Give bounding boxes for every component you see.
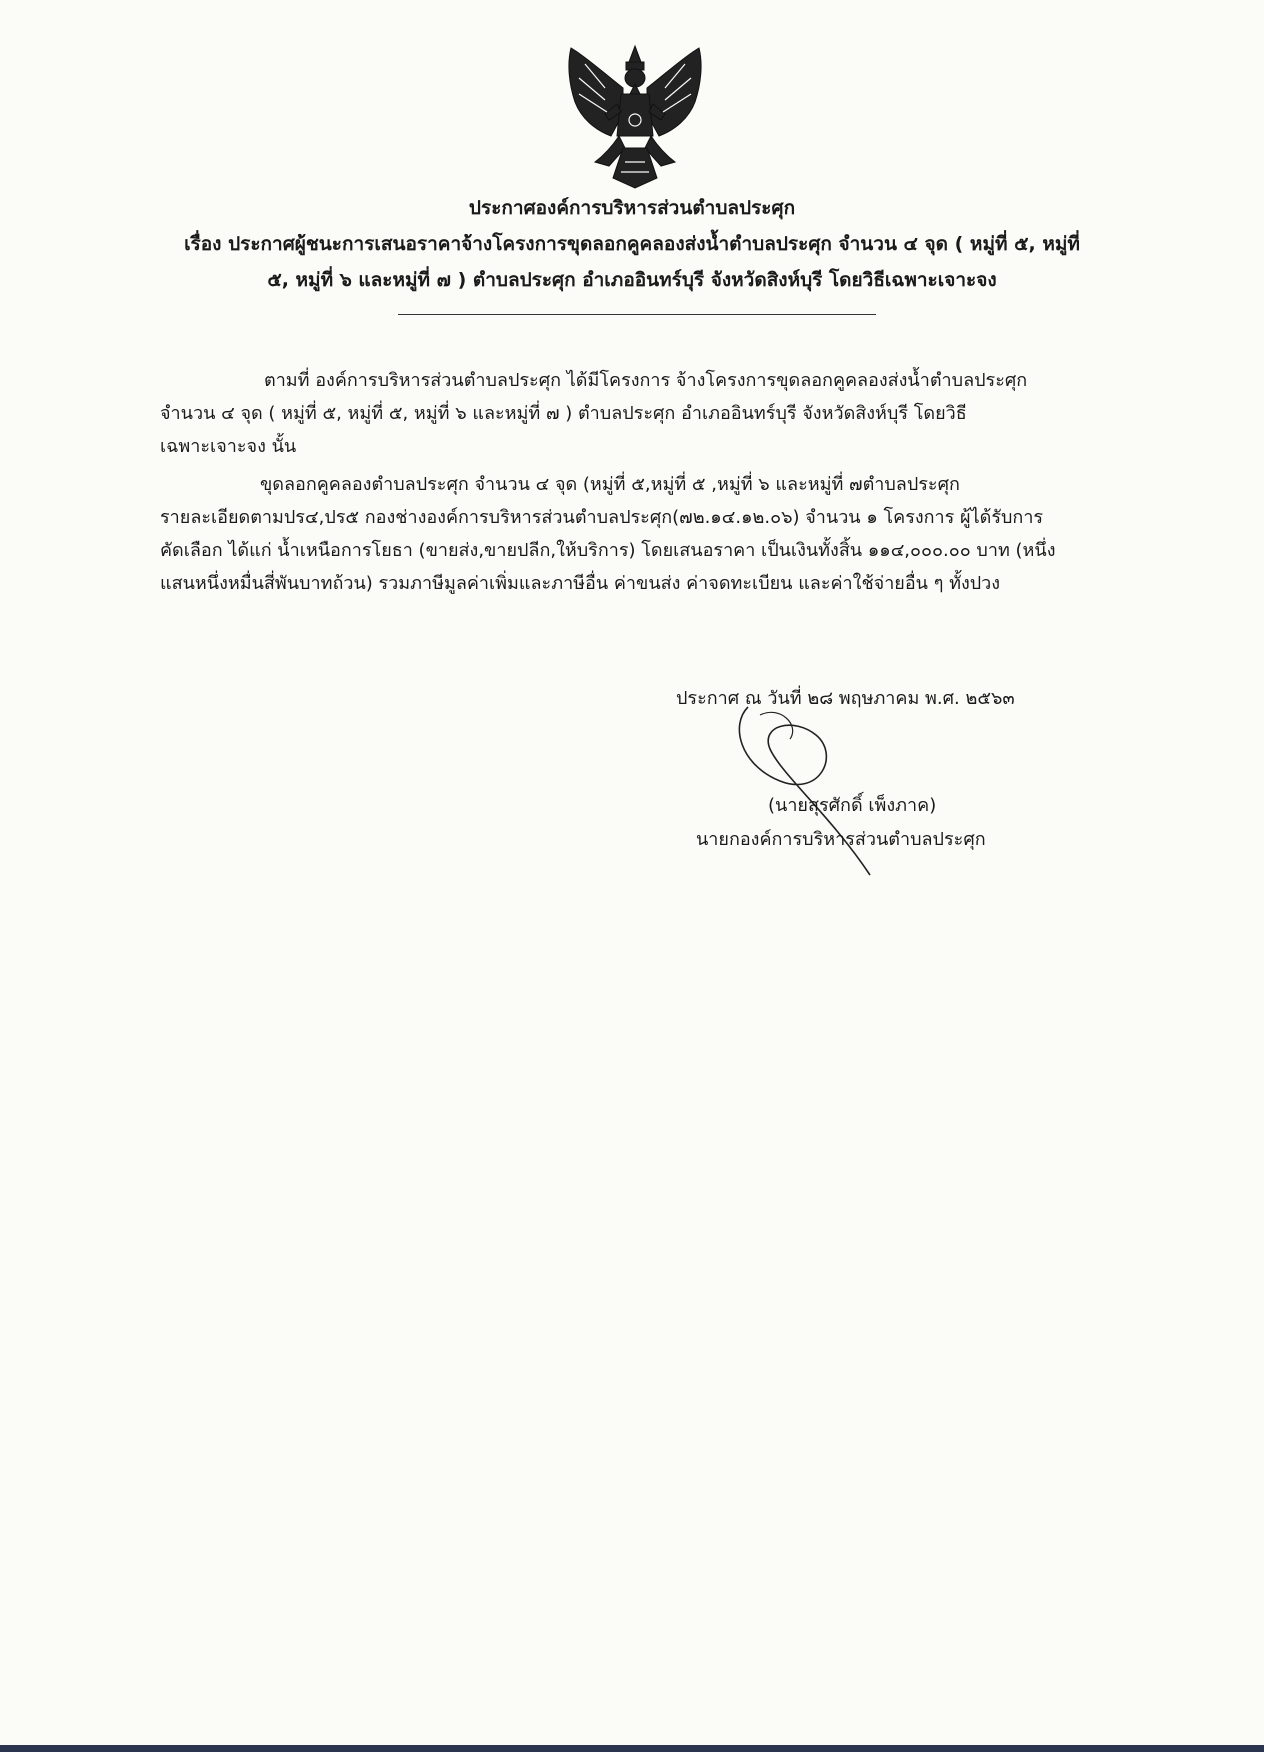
signer-position: นายกองค์การบริหารส่วนตำบลประศุก — [696, 829, 986, 850]
title-divider — [398, 314, 876, 315]
paragraph-intro — [160, 364, 1118, 463]
paragraph-line: ตามที่ องค์การบริหารส่วนตำบลประศุก ได้มีโครงการ จ้างโครงการขุดลอกคูคลองส่งน้ำตำบลประศุก — [264, 370, 1028, 391]
announcement-title: ประกาศองค์การบริหารส่วนตำบลประศุก — [468, 197, 796, 219]
paragraph-line: รายละเอียดตามปร๔,ปร๕ กองช่างองค์การบริหารส่วนตำบลประศุก(๗๒.๑๔.๑๒.๐๖) จำนวน ๑ โครงการ ผู้ได้รับการ — [160, 507, 1044, 528]
paragraph-result — [160, 468, 1118, 600]
paragraph-line: คัดเลือก ได้แก่ น้ำเหนือการโยธา (ขายส่ง,ขายปลีก,ให้บริการ) โดยเสนอราคา เป็นเงินทั้งสิ้น ๑๑๔,๐๐๐.๐๐ บาท (หนึ่ง — [160, 540, 1056, 561]
paragraph-line: แสนหนึ่งหมื่นสี่พันบาทถ้วน) รวมภาษีมูลค่าเพิ่มและภาษีอื่น ค่าขนส่ง ค่าจดทะเบียน และค่าใช้จ่ายอื่น ๆ ทั้งปวง — [160, 573, 1001, 594]
subject-line: เรื่อง ประกาศผู้ชนะการเสนอราคาจ้างโครงการขุดลอกคูคลองส่งน้ำตำบลประศุก จำนวน ๔ จุด ( หมู่ที่ ๕, หมู่ที่ — [184, 233, 1080, 255]
announcement-date: ประกาศ ณ วันที่ ๒๘ พฤษภาคม พ.ศ. ๒๕๖๓ — [676, 688, 1015, 709]
garuda-emblem-icon — [565, 44, 705, 190]
paragraph-line: ขุดลอกคูคลองตำบลประศุก จำนวน ๔ จุด (หมู่ที่ ๕,หมู่ที่ ๕ ,หมู่ที่ ๖ และหมู่ที่ ๗ตำบลประศุก — [260, 474, 960, 495]
announcement-subject — [150, 226, 1114, 298]
signer-name: (นายสุรศักดิ์ เพ็งภาค) — [768, 795, 937, 816]
subject-line: ๕, หมู่ที่ ๖ และหมู่ที่ ๗ ) ตำบลประศุก อำเภออินทร์บุรี จังหวัดสิงห์บุรี โดยวิธีเฉพาะเจาะจง — [267, 269, 997, 291]
scan-bottom-edge — [0, 1745, 1264, 1752]
paragraph-line: จำนวน ๔ จุด ( หมู่ที่ ๕, หมู่ที่ ๕, หมู่ที่ ๖ และหมู่ที่ ๗ ) ตำบลประศุก อำเภออินทร์บุรี จังหวัดสิงห์บุรี โดยวิธี — [160, 403, 967, 424]
paragraph-line: เฉพาะเจาะจง นั้น — [160, 436, 297, 457]
